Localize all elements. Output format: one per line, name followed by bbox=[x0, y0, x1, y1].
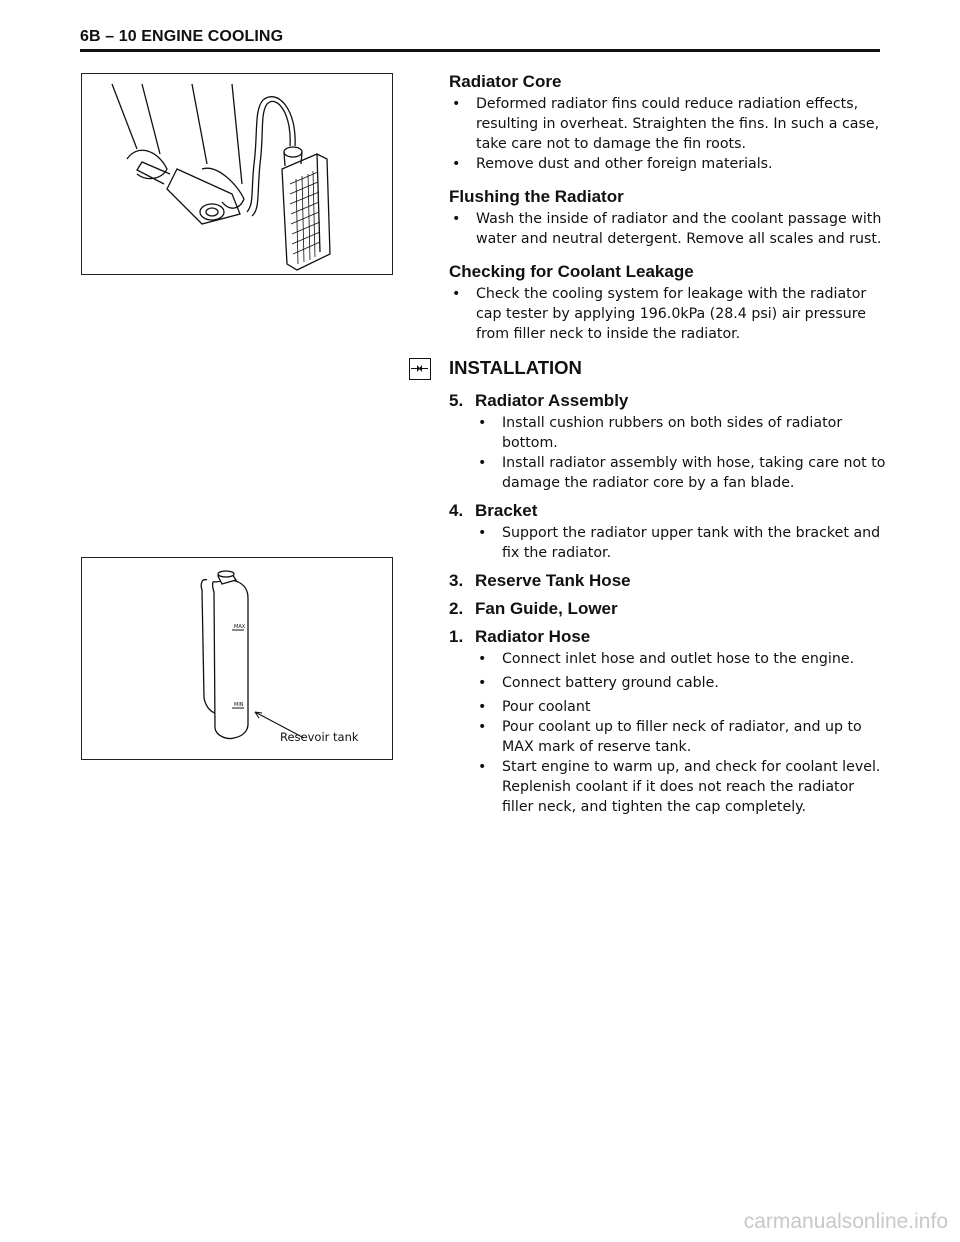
min-mark-label: MIN bbox=[234, 702, 244, 708]
installation-heading: INSTALLATION bbox=[449, 357, 582, 378]
flushing-list bbox=[449, 209, 889, 249]
step-title: Reserve Tank Hose bbox=[475, 571, 631, 590]
page-header-title: 6B – 10 ENGINE COOLING bbox=[80, 28, 284, 45]
radiator-core-heading: Radiator Core bbox=[449, 72, 562, 91]
bullet-item: • Check the cooling system for leakage with the radiator cap tester by applying 196.0kPa (28.4 psi) air pressure from filler neck to inside the radiator. bbox=[449, 284, 889, 344]
radiator-tester-illustration bbox=[82, 74, 392, 274]
bullet-item: • Pour coolant bbox=[475, 697, 889, 717]
step-title: Radiator Hose bbox=[475, 627, 591, 646]
flushing-section bbox=[449, 187, 889, 249]
step-number: 3. bbox=[449, 571, 464, 590]
leakage-section bbox=[449, 262, 889, 344]
install-step-heading bbox=[449, 501, 889, 521]
install-step-heading bbox=[449, 599, 889, 619]
radiator-tester-figure bbox=[81, 73, 393, 275]
bullet-item: • Deformed radiator fins could reduce radiation effects, resulting in overheat. Straighten the fins. In such a case, take care not to damage the fin roots. bbox=[449, 94, 889, 154]
step-number: 1. bbox=[449, 627, 464, 646]
install-step-list bbox=[475, 523, 889, 563]
install-step bbox=[449, 627, 889, 817]
leakage-heading: Checking for Coolant Leakage bbox=[449, 262, 694, 281]
step-number: 4. bbox=[449, 501, 464, 520]
bullet-item: • Connect inlet hose and outlet hose to the engine. bbox=[475, 649, 889, 669]
installation-steps bbox=[449, 391, 889, 817]
installation-header bbox=[449, 357, 889, 379]
reservoir-tank-label: Resevoir tank bbox=[280, 730, 359, 744]
install-step-heading bbox=[449, 627, 889, 647]
reservoir-tank-illustration bbox=[82, 558, 392, 759]
step-title: Radiator Assembly bbox=[475, 391, 629, 410]
bullet-item: • Support the radiator upper tank with the bracket and fix the radiator. bbox=[475, 523, 889, 563]
max-mark-label: MAX bbox=[234, 624, 246, 630]
install-step bbox=[449, 571, 889, 591]
install-step-list bbox=[475, 697, 889, 817]
watermark-text: carmanualsonline.info bbox=[743, 1210, 948, 1233]
radiator-core-section bbox=[449, 72, 889, 174]
bullet-item: • Wash the inside of radiator and the coolant passage with water and neutral detergent. Remove all scales and rust. bbox=[449, 209, 889, 249]
install-step bbox=[449, 391, 889, 493]
installation-arrows-icon bbox=[409, 358, 431, 380]
install-step bbox=[449, 501, 889, 563]
step-title: Fan Guide, Lower bbox=[475, 599, 618, 618]
install-step bbox=[449, 599, 889, 619]
reservoir-tank-figure bbox=[81, 557, 393, 760]
bullet-item: • Connect battery ground cable. bbox=[475, 673, 889, 693]
step-title: Bracket bbox=[475, 501, 538, 520]
bullet-item: • Install radiator assembly with hose, taking care not to damage the radiator core by a fan blade. bbox=[475, 453, 889, 493]
main-content bbox=[449, 72, 889, 825]
install-step-list bbox=[475, 413, 889, 493]
leakage-list bbox=[449, 284, 889, 344]
bullet-item: • Pour coolant up to filler neck of radiator, and up to MAX mark of reserve tank. bbox=[475, 717, 889, 757]
step-number: 5. bbox=[449, 391, 464, 410]
step-number: 2. bbox=[449, 599, 464, 618]
install-step-heading bbox=[449, 391, 889, 411]
bullet-item: • Remove dust and other foreign materials. bbox=[449, 154, 889, 174]
radiator-core-list bbox=[449, 94, 889, 174]
install-step-list bbox=[475, 649, 889, 693]
bullet-item: • Start engine to warm up, and check for coolant level. Replenish coolant if it does not reach the radiator filler neck, and tighten the cap completely. bbox=[475, 757, 889, 817]
header-rule bbox=[80, 49, 880, 52]
bullet-item: • Install cushion rubbers on both sides of radiator bottom. bbox=[475, 413, 889, 453]
flushing-heading: Flushing the Radiator bbox=[449, 187, 624, 206]
install-step-heading bbox=[449, 571, 889, 591]
